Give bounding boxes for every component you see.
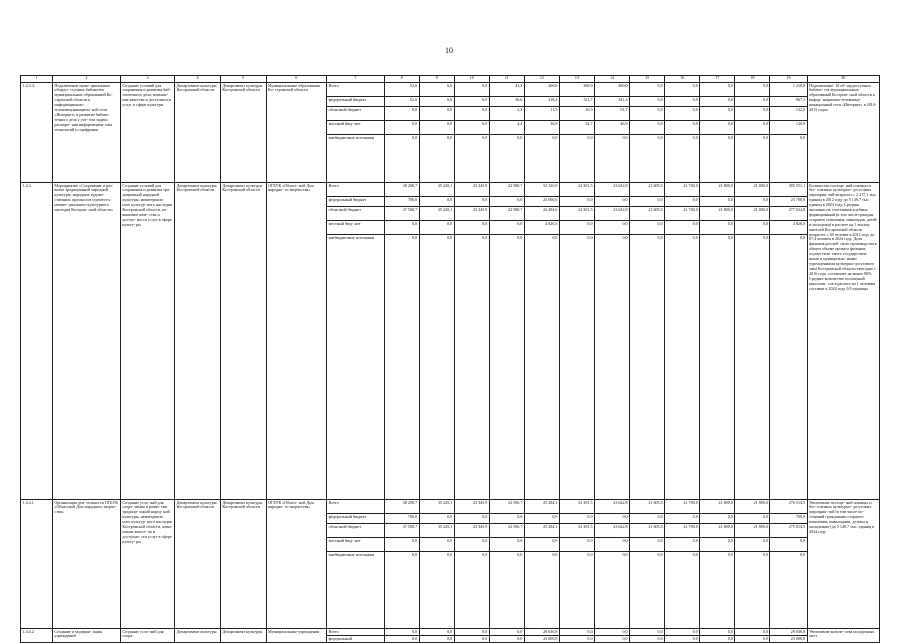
amount-cell: 23 301,5 [559, 207, 594, 221]
funding-source: местный бюд- жет [327, 121, 384, 135]
amount-cell: 0,0 [735, 514, 770, 524]
amount-cell: 0,0 [419, 107, 454, 121]
amount-cell: 0,0 [735, 636, 770, 643]
amount-cell: 0,0 [735, 235, 770, 500]
block-responsible: Департамент культуры Костромской области [175, 500, 221, 629]
amount-cell: 0,0 [770, 135, 807, 183]
amount-cell: 21 800,0 [700, 500, 735, 514]
amount-cell: 0,0 [384, 221, 419, 235]
amount-cell: 2,3 [489, 107, 524, 121]
amount-cell: 0,0 [524, 135, 559, 183]
amount-cell: 0,0 [770, 235, 807, 500]
column-number: 2 [52, 76, 120, 83]
amount-cell: 0,0 [665, 221, 700, 235]
amount-cell: 23 345,9 [454, 207, 489, 221]
column-number: 16 [665, 76, 700, 83]
amount-cell: 0,0 [700, 197, 735, 207]
table-row [21, 83, 880, 97]
amount-cell: 0,0 [384, 636, 419, 643]
amount-cell: 0,0 [735, 135, 770, 183]
amount-cell: 0,0 [559, 235, 594, 500]
amount-cell: 23 301,5 [559, 524, 594, 538]
amount-cell: 0,0 [665, 636, 700, 643]
amount-cell: 0,0 [700, 121, 735, 135]
amount-cell: 0,0 [595, 197, 630, 207]
amount-cell: 0,0 [454, 135, 489, 183]
amount-cell: 0,0 [454, 629, 489, 636]
amount-cell: 0,0 [770, 538, 807, 552]
funding-source: Всего [327, 83, 384, 97]
amount-cell: 0,0 [770, 552, 807, 629]
funding-source: внебюджетные источники [327, 235, 384, 500]
amount-cell: 0,0 [419, 135, 454, 183]
amount-cell: 0,0 [454, 83, 489, 97]
amount-cell: 0,0 [559, 538, 594, 552]
amount-cell: 21 700,0 [665, 183, 700, 197]
amount-cell: 0,0 [735, 197, 770, 207]
amount-cell: 0,0 [595, 629, 630, 636]
amount-cell: 0,0 [630, 552, 665, 629]
amount-cell: 35 245,1 [419, 207, 454, 221]
amount-cell: 0,0 [630, 107, 665, 121]
block-organization: Муниципальные образования Ко- стромской области [266, 83, 327, 183]
amount-cell: 24 494,6 [524, 207, 559, 221]
amount-cell: 23 301,5 [559, 500, 594, 514]
amount-cell: 0,0 [665, 514, 700, 524]
column-number: 10 [454, 76, 489, 83]
amount-cell: 0,0 [665, 197, 700, 207]
amount-cell: 23 642,8 [595, 207, 630, 221]
amount-cell: 0,0 [700, 97, 735, 107]
amount-cell: 0,0 [559, 221, 594, 235]
block-name: Создание и модерни- зация учреждений [52, 629, 120, 643]
funding-source: федеральный бюджет [327, 97, 384, 107]
amount-cell: 21 800,0 [735, 500, 770, 514]
amount-cell: 0,0 [489, 135, 524, 183]
column-number: 20 [807, 76, 879, 83]
amount-cell: 22 580,7 [489, 524, 524, 538]
amount-cell: 0,0 [454, 538, 489, 552]
table-row [21, 629, 880, 636]
amount-cell: 6,6 [419, 97, 454, 107]
amount-cell: 0,0 [735, 107, 770, 121]
amount-cell: 0,0 [419, 636, 454, 643]
amount-cell: 32,7 [559, 121, 594, 135]
amount-cell: 0,0 [524, 538, 559, 552]
amount-cell: 266,6 [524, 83, 559, 97]
amount-cell: 29 036,8 [524, 629, 559, 636]
amount-cell: 0,0 [735, 121, 770, 135]
column-number: 19 [770, 76, 807, 83]
column-number: 1 [21, 76, 53, 83]
amount-cell: 23 000,0 [770, 636, 807, 643]
amount-cell: 0,0 [454, 514, 489, 524]
amount-cell: 0,0 [489, 629, 524, 636]
amount-cell: 21 800,0 [700, 207, 735, 221]
amount-cell: 23 345,9 [454, 524, 489, 538]
amount-cell: 0,0 [524, 235, 559, 500]
amount-cell: 0,0 [630, 636, 665, 643]
amount-cell: 35 245,1 [419, 524, 454, 538]
block-responsible: Департамент культуры Костромской области [175, 83, 221, 183]
amount-cell: 700,0 [770, 514, 807, 524]
funding-source: Всего [327, 629, 384, 636]
amount-cell: 0,0 [559, 629, 594, 636]
amount-cell: 0,0 [384, 538, 419, 552]
block-code: 1.4.4. [21, 183, 53, 500]
column-number: 13 [559, 76, 594, 83]
amount-cell: 0,0 [595, 235, 630, 500]
block-result: Увеличение количе- ства посадочных мест [807, 629, 879, 643]
page-number: 10 [445, 46, 453, 55]
amount-cell: 23 642,8 [595, 500, 630, 514]
amount-cell: 311,7 [559, 97, 594, 107]
amount-cell: 0,0 [700, 538, 735, 552]
amount-cell: 0,0 [489, 636, 524, 643]
column-number: 15 [630, 76, 665, 83]
column-number: 4 [175, 76, 221, 83]
amount-cell: 700,0 [384, 197, 419, 207]
block-result: Увеличение посеще- ний платных и бес- платных культурно- досуговых мероприя- тий (в том числе по- сещений гражданами старшего поколения, инвалидами, детьми и молодежью) до 5 149,7 тыс. единиц в 2024 году [807, 500, 879, 629]
amount-cell: 218,2 [524, 97, 559, 107]
amount-cell: 0,0 [595, 552, 630, 629]
block-goal: Создание условий для сохранения и развития тра- диционной народной культуры, нематериаль- ного культур- ного наследия Костромской области, по- вышение каче- ства и доступ- ности услуг в сфере культу- ры [120, 183, 174, 500]
funding-source: внебюджетные источники [327, 135, 384, 183]
block-name: Мероприятие «Сохранение и раз- витие традиционной народной культуры, народных художе- ственных промыслов и ремесел, немате- риального культурного наследия Костром- ской области» [52, 183, 120, 500]
amount-cell: 0,0 [454, 235, 489, 500]
amount-cell: 23 301,5 [559, 183, 594, 197]
amount-cell: 0,0 [454, 97, 489, 107]
amount-cell: 11,5 [524, 107, 559, 121]
funding-source: федеральный бюджет [327, 197, 384, 207]
amount-cell: 0,0 [595, 636, 630, 643]
column-number: 8 [384, 76, 419, 83]
amount-cell: 36,6 [489, 97, 524, 107]
column-number: 7 [327, 76, 384, 83]
funding-source: областной бюджет [327, 524, 384, 538]
amount-cell: 275 814,5 [770, 524, 807, 538]
funding-source: областной бюджет [327, 207, 384, 221]
amount-cell: 0,0 [630, 83, 665, 97]
column-number: 11 [489, 76, 524, 83]
funding-source: внебюджетные источники [327, 552, 384, 629]
column-number: 18 [735, 76, 770, 83]
amount-cell: 0,0 [630, 514, 665, 524]
amount-cell: 4 826,3 [524, 221, 559, 235]
amount-cell: 0,0 [700, 107, 735, 121]
amount-cell: 0,0 [419, 235, 454, 500]
block-goal: Создание усло- вий для сохра- [120, 629, 174, 643]
amount-cell: 21 700,0 [665, 207, 700, 221]
amount-cell: 0,0 [700, 514, 735, 524]
amount-cell: 35 245,1 [419, 500, 454, 514]
amount-cell: 0,0 [665, 629, 700, 636]
block-coexecutor: Департамент культуры [220, 629, 266, 643]
amount-cell: 22 580,7 [489, 183, 524, 197]
amount-cell: 0,0 [384, 107, 419, 121]
amount-cell: 0,0 [700, 221, 735, 235]
column-number-row [21, 76, 880, 83]
amount-cell: 0,0 [700, 235, 735, 500]
amount-cell: 0,0 [559, 552, 594, 629]
amount-cell: 23 000,0 [524, 636, 559, 643]
amount-cell: 0,0 [700, 83, 735, 97]
amount-cell: 276 514,5 [770, 500, 807, 514]
amount-cell: 305 551,1 [770, 183, 807, 197]
block-organization: ОГБУК «Област- ной Дом народно- го творчества» [266, 500, 327, 629]
amount-cell: 23 345,9 [454, 500, 489, 514]
amount-cell: 0,0 [489, 197, 524, 207]
amount-cell: 0,0 [595, 514, 630, 524]
amount-cell: 91,7 [595, 107, 630, 121]
amount-cell: 341,4 [595, 97, 630, 107]
amount-cell: 0,0 [489, 538, 524, 552]
amount-cell: 0,0 [559, 197, 594, 207]
amount-cell: 52,6 [384, 97, 419, 107]
amount-cell: 0,0 [559, 636, 594, 643]
amount-cell: 360,9 [559, 83, 594, 97]
amount-cell: 0,0 [700, 636, 735, 643]
amount-cell: 38 208,7 [384, 183, 419, 197]
amount-cell: 0,0 [665, 97, 700, 107]
block-code: 1.4.4.1. [21, 500, 53, 629]
amount-cell: 0,0 [454, 107, 489, 121]
amount-cell: 0,0 [735, 221, 770, 235]
amount-cell: 23 642,8 [595, 183, 630, 197]
amount-cell: 23 000,0 [524, 197, 559, 207]
amount-cell: 0,0 [630, 121, 665, 135]
amount-cell: 0,0 [454, 221, 489, 235]
table-body [21, 76, 880, 643]
amount-cell: 52,6 [384, 83, 419, 97]
funding-source: местный бюд- жет [327, 221, 384, 235]
amount-cell: 0,0 [489, 552, 524, 629]
block-goal: Создание условий для сохранения и развития биб- лиотечного дела, повыше- ние качества и доступности услуг в сфере культуры [120, 83, 174, 183]
amount-cell: 0,0 [489, 514, 524, 524]
funding-source: Всего [327, 500, 384, 514]
amount-cell: 21 700,0 [665, 500, 700, 514]
amount-cell: 21 800,0 [735, 524, 770, 538]
amount-cell: 0,0 [630, 135, 665, 183]
block-name: Организация дея- тельности ОГБУК «Областной Дом народного творче- ства» [52, 500, 120, 629]
block-organization: Муниципальные учреждения [266, 629, 327, 643]
amount-cell: 0,0 [419, 514, 454, 524]
amount-cell: 21 605,5 [630, 500, 665, 514]
column-number: 3 [120, 76, 174, 83]
amount-cell: 21 800,0 [700, 524, 735, 538]
amount-cell: 0,0 [384, 552, 419, 629]
block-coexecutor: Департамент культуры Костромской области [220, 500, 266, 629]
amount-cell: 0,0 [384, 235, 419, 500]
amount-cell: 23 642,8 [595, 524, 630, 538]
amount-cell: 21 605,5 [630, 207, 665, 221]
amount-cell: 4,4 [489, 121, 524, 135]
table-row [21, 500, 880, 514]
amount-cell: 21 800,0 [735, 183, 770, 197]
amount-cell: 0,0 [665, 235, 700, 500]
amount-cell: 21 605,5 [630, 524, 665, 538]
amount-cell: 22 580,7 [489, 207, 524, 221]
amount-cell: 0,0 [524, 552, 559, 629]
amount-cell: 23 700,0 [770, 197, 807, 207]
amount-cell: 0,0 [454, 552, 489, 629]
amount-cell: 0,0 [595, 538, 630, 552]
amount-cell: 700,0 [384, 514, 419, 524]
amount-cell: 0,0 [735, 97, 770, 107]
amount-cell: 0,0 [384, 629, 419, 636]
amount-cell: 0,0 [665, 552, 700, 629]
amount-cell: 25 284,1 [524, 524, 559, 538]
amount-cell: 22 580,7 [489, 500, 524, 514]
amount-cell: 0,0 [419, 197, 454, 207]
amount-cell: 0,0 [489, 221, 524, 235]
amount-cell: 0,0 [700, 552, 735, 629]
amount-cell: 29 036,8 [770, 629, 807, 636]
amount-cell: 0,0 [665, 121, 700, 135]
block-coexecutor: Департамент культуры Костромской области [220, 83, 266, 183]
amount-cell: 0,0 [595, 221, 630, 235]
amount-cell: 0,0 [665, 538, 700, 552]
amount-cell: 0,0 [735, 552, 770, 629]
funding-source: областной бюджет [327, 107, 384, 121]
block-responsible: Департамент культуры [175, 629, 221, 643]
amount-cell: 6,6 [419, 83, 454, 97]
amount-cell: 0,0 [419, 629, 454, 636]
amount-cell: 36,9 [524, 121, 559, 135]
amount-cell: 0,0 [419, 538, 454, 552]
amount-cell: 38 208,7 [384, 500, 419, 514]
amount-cell: 120,9 [770, 121, 807, 135]
amount-cell: 0,0 [735, 538, 770, 552]
amount-cell: 0,0 [419, 552, 454, 629]
program-table [20, 75, 880, 643]
amount-cell: 46,9 [595, 121, 630, 135]
amount-cell: 0,0 [384, 135, 419, 183]
amount-cell: 0,0 [735, 629, 770, 636]
amount-cell: 21 700,0 [665, 524, 700, 538]
amount-cell: 23 345,9 [454, 183, 489, 197]
amount-cell: 0,0 [630, 629, 665, 636]
amount-cell: 1 210,0 [770, 83, 807, 97]
amount-cell: 0,0 [559, 135, 594, 183]
table-row [21, 183, 880, 197]
block-goal: Создание усло- вий для сохра- нения и разви- тия традици- онной народ- ной культуры, нематериаль- ного культур- ного наследия Костромской области, повы- шение качест- ва и доступно- сти услуг в сфере культу- ры [120, 500, 174, 629]
amount-cell: 0,0 [524, 514, 559, 524]
amount-cell: 35 245,1 [419, 183, 454, 197]
block-name: Подключение муни- ципальных общедо- ступных библиотек муниципальных образований Ко- стромской области к информационно- телекоммуникацион- ной сети «Интернет» и развитие библио- течного дела с уче- том задачи расшире- ния информацион- ных технологий и оцифровки [52, 83, 120, 183]
amount-cell: 0,0 [454, 197, 489, 207]
amount-cell: 0,0 [559, 514, 594, 524]
amount-cell: 0,0 [419, 221, 454, 235]
amount-cell: 480,0 [595, 83, 630, 97]
amount-cell: 0,0 [630, 235, 665, 500]
amount-cell: 0,0 [419, 121, 454, 135]
amount-cell: 0,0 [454, 121, 489, 135]
amount-cell: 967,1 [770, 97, 807, 107]
block-code: 1.4.3.4. [21, 83, 53, 183]
amount-cell: 0,0 [595, 135, 630, 183]
amount-cell: 277 024,8 [770, 207, 807, 221]
block-result: Количество посеще- ний платных и бес- платных культурно- досуговых мероприя- тий возрастет с 2 217,1 тыс. единиц в 2012 году до 5 149,7 тыс. единиц в 2024 году. Средняя численность участников клубных формирований (в том числе граждан старшего поколения, инвалидов, детей и молодежи) в расчете на 1 тысячу жителей Костромской области возрастет с 69 человек в 2012 году до 87,4 человек в 2024 году. Доля фильмов россий- ского производства в общем объеме проката фильмов, осуществля- емого государствен- ными и муниципаль- ными учреждениями культурно-досугового типа Костромской области ежегодно с 2016 года, составляет не менее 80%. Среднее количество посещений киносеан- сов в расчете на 1 человека составит к 2024 году 0,9 единицы [807, 183, 879, 500]
amount-cell: 4 826,3 [770, 221, 807, 235]
amount-cell: 0,0 [665, 107, 700, 121]
amount-cell: 21 800,0 [700, 183, 735, 197]
amount-cell: 0,0 [630, 538, 665, 552]
block-organization: ОГБУК «Област- ной Дом народно- го творчества» [266, 183, 327, 500]
amount-cell: 52 320,9 [524, 183, 559, 197]
column-number: 6 [266, 76, 327, 83]
amount-cell: 21 605,5 [630, 183, 665, 197]
amount-cell: 0,0 [630, 221, 665, 235]
amount-cell: 25 284,1 [524, 500, 559, 514]
amount-cell: 0,0 [489, 235, 524, 500]
column-number: 14 [595, 76, 630, 83]
amount-cell: 0,0 [630, 197, 665, 207]
block-coexecutor: Департамент культуры Костромской области [220, 183, 266, 500]
amount-cell: 0,0 [700, 629, 735, 636]
funding-source: федеральный [327, 636, 384, 643]
column-number: 12 [524, 76, 559, 83]
block-responsible: Департамент культуры Костромской области [175, 183, 221, 500]
amount-cell: 122,0 [770, 107, 807, 121]
funding-source: Всего [327, 183, 384, 197]
amount-cell: 16,5 [559, 107, 594, 121]
amount-cell: 0,0 [384, 121, 419, 135]
amount-cell: 0,0 [454, 636, 489, 643]
funding-source: федеральный бюджет [327, 514, 384, 524]
amount-cell: 0,0 [630, 97, 665, 107]
amount-cell: 0,0 [700, 135, 735, 183]
amount-cell: 37 508,7 [384, 207, 419, 221]
column-number: 5 [220, 76, 266, 83]
block-code: 1.4.4.2. [21, 629, 53, 643]
column-number: 17 [700, 76, 735, 83]
funding-source: местный бюд- жет [327, 538, 384, 552]
amount-cell: 0,0 [665, 135, 700, 183]
column-number: 9 [419, 76, 454, 83]
amount-cell: 43,3 [489, 83, 524, 97]
amount-cell: 0,0 [665, 83, 700, 97]
amount-cell: 0,0 [735, 83, 770, 97]
amount-cell: 21 800,0 [735, 207, 770, 221]
amount-cell: 37 508,7 [384, 524, 419, 538]
block-result: Подключение: 18 об- щедоступных библио- тек муниципальных образований Костром- ской области к инфор- мационно-телекомму- никационной сети «Интернет» в 2014- 2015 годах [807, 83, 879, 183]
